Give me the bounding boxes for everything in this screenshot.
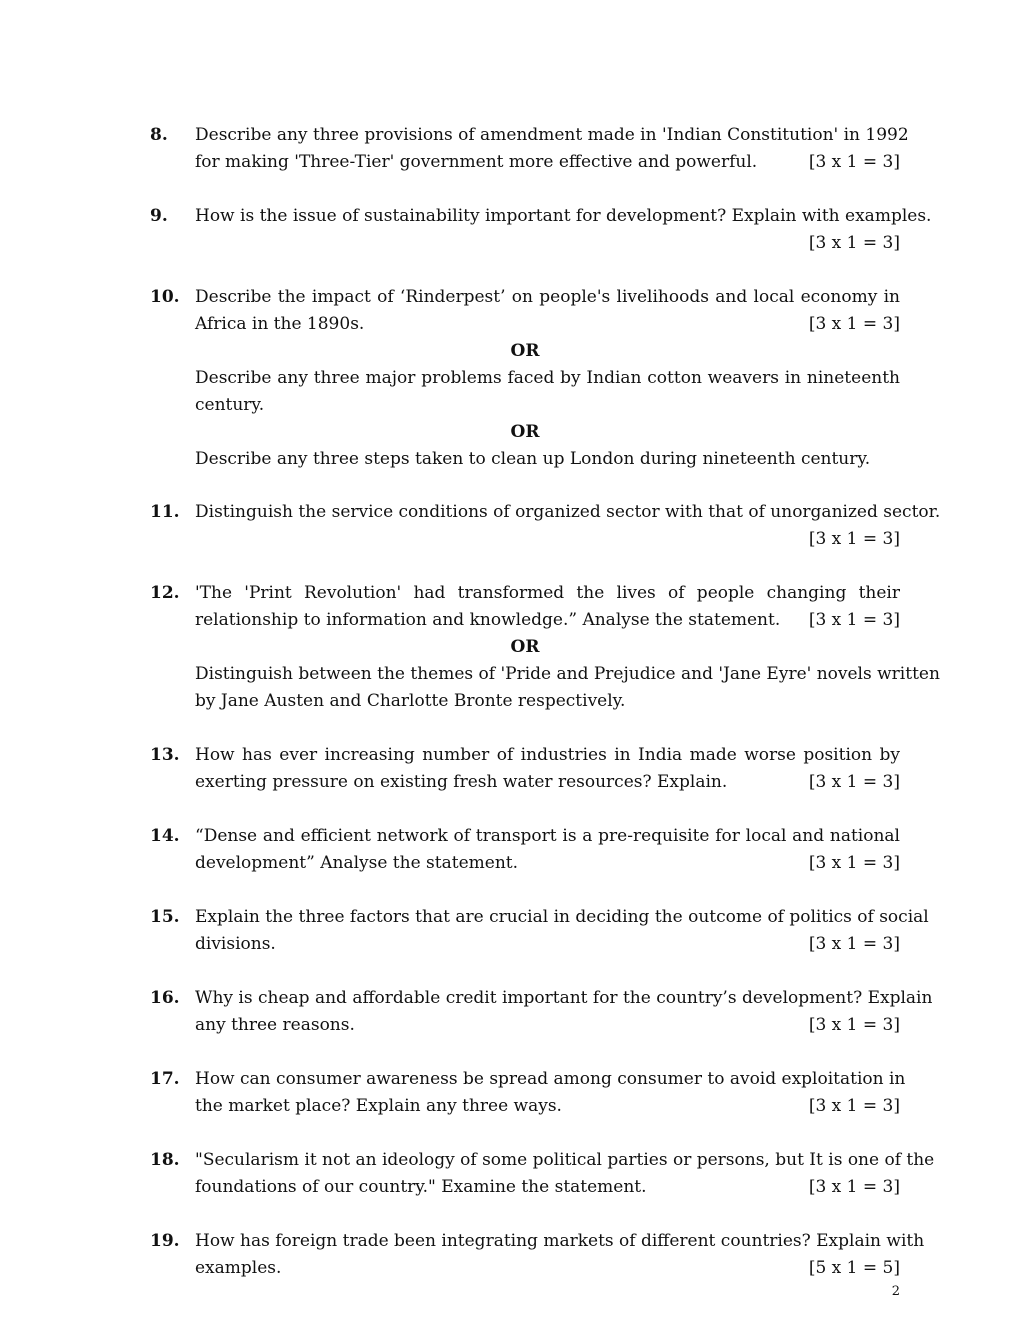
marks: [3 x 1 = 3] xyxy=(808,772,900,792)
question-text: How has ever increasing number of industries in India made worse position by xyxy=(195,745,900,765)
marks: [3 x 1 = 3] xyxy=(808,1177,900,1197)
question-text: development” Analyse the statement. xyxy=(195,853,518,873)
alternative-text: Distinguish between the themes of 'Pride and Prejudice and 'Jane Eyre' novels written xyxy=(195,664,940,684)
question-number: 13. xyxy=(150,745,180,765)
question-8 xyxy=(150,122,909,176)
question-text: 'The 'Print Revolution' had transformed the lives of people changing their xyxy=(195,583,900,603)
alternative-text: century. xyxy=(195,395,265,415)
marks: [3 x 1 = 3] xyxy=(808,1015,900,1035)
question-11 xyxy=(150,499,941,553)
page-number: 2 xyxy=(891,1284,900,1299)
question-text: "Secularism it not an ideology of some political parties or persons, but It is one of the xyxy=(195,1150,935,1170)
alternative-text: Describe any three steps taken to clean up London during nineteenth century. xyxy=(195,449,871,469)
or-separator: OR xyxy=(510,422,540,442)
question-number: 15. xyxy=(150,907,180,927)
question-13 xyxy=(150,742,900,796)
question-text: for making 'Three-Tier' government more effective and powerful. xyxy=(195,152,758,172)
question-17 xyxy=(150,1066,906,1120)
question-text: the market place? Explain any three ways. xyxy=(195,1096,562,1116)
question-text: Distinguish the service conditions of organized sector with that of unorganized sector. xyxy=(195,502,941,522)
question-text: examples. xyxy=(195,1258,282,1278)
question-number: 19. xyxy=(150,1231,180,1251)
question-text: How has foreign trade been integrating markets of different countries? Explain with xyxy=(195,1231,925,1251)
question-number: 10. xyxy=(150,287,180,307)
question-text: exerting pressure on existing fresh water resources? Explain. xyxy=(195,772,728,792)
marks: [3 x 1 = 3] xyxy=(808,152,900,172)
question-text: any three reasons. xyxy=(195,1015,355,1035)
question-number: 11. xyxy=(150,502,180,522)
question-number: 17. xyxy=(150,1069,180,1089)
question-text: Describe the impact of ‘Rinderpest’ on people's livelihoods and local economy in xyxy=(195,287,900,307)
alternative-text: by Jane Austen and Charlotte Bronte respectively. xyxy=(195,691,626,711)
alternative-text: Describe any three major problems faced by Indian cotton weavers in nineteenth xyxy=(195,368,900,388)
question-text: How can consumer awareness be spread among consumer to avoid exploitation in xyxy=(195,1069,906,1089)
question-text: How is the issue of sustainability important for development? Explain with examples. xyxy=(195,206,932,226)
question-14 xyxy=(150,823,900,877)
question-number: 8. xyxy=(150,125,168,145)
question-text: Describe any three provisions of amendment made in 'Indian Constitution' in 1992 xyxy=(195,125,909,145)
marks: [3 x 1 = 3] xyxy=(808,529,900,549)
question-9 xyxy=(150,203,932,257)
question-text: Africa in the 1890s. xyxy=(195,314,365,334)
question-number: 14. xyxy=(150,826,180,846)
question-16 xyxy=(150,985,933,1039)
marks: [3 x 1 = 3] xyxy=(808,934,900,954)
marks: [5 x 1 = 5] xyxy=(808,1258,900,1278)
question-18 xyxy=(150,1147,935,1201)
or-separator: OR xyxy=(510,637,540,657)
marks: [3 x 1 = 3] xyxy=(808,853,900,873)
question-number: 18. xyxy=(150,1150,180,1170)
or-separator: OR xyxy=(510,341,540,361)
question-19 xyxy=(150,1228,925,1282)
question-12 xyxy=(150,580,940,715)
question-10 xyxy=(150,284,900,473)
question-number: 16. xyxy=(150,988,180,1008)
question-text: Why is cheap and affordable credit important for the country’s development? Explain xyxy=(195,988,933,1008)
question-text: “Dense and efficient network of transport is a pre-requisite for local and national xyxy=(195,826,900,846)
question-text: foundations of our country." Examine the statement. xyxy=(195,1177,647,1197)
question-text: relationship to information and knowledge.” Analyse the statement. xyxy=(195,610,781,630)
question-text: divisions. xyxy=(195,934,276,954)
question-text: Explain the three factors that are crucial in deciding the outcome of politics of social xyxy=(195,907,929,927)
marks: [3 x 1 = 3] xyxy=(808,314,900,334)
marks: [3 x 1 = 3] xyxy=(808,610,900,630)
question-number: 9. xyxy=(150,206,168,226)
marks: [3 x 1 = 3] xyxy=(808,1096,900,1116)
question-15 xyxy=(150,904,929,958)
marks: [3 x 1 = 3] xyxy=(808,233,900,253)
question-number: 12. xyxy=(150,583,180,603)
